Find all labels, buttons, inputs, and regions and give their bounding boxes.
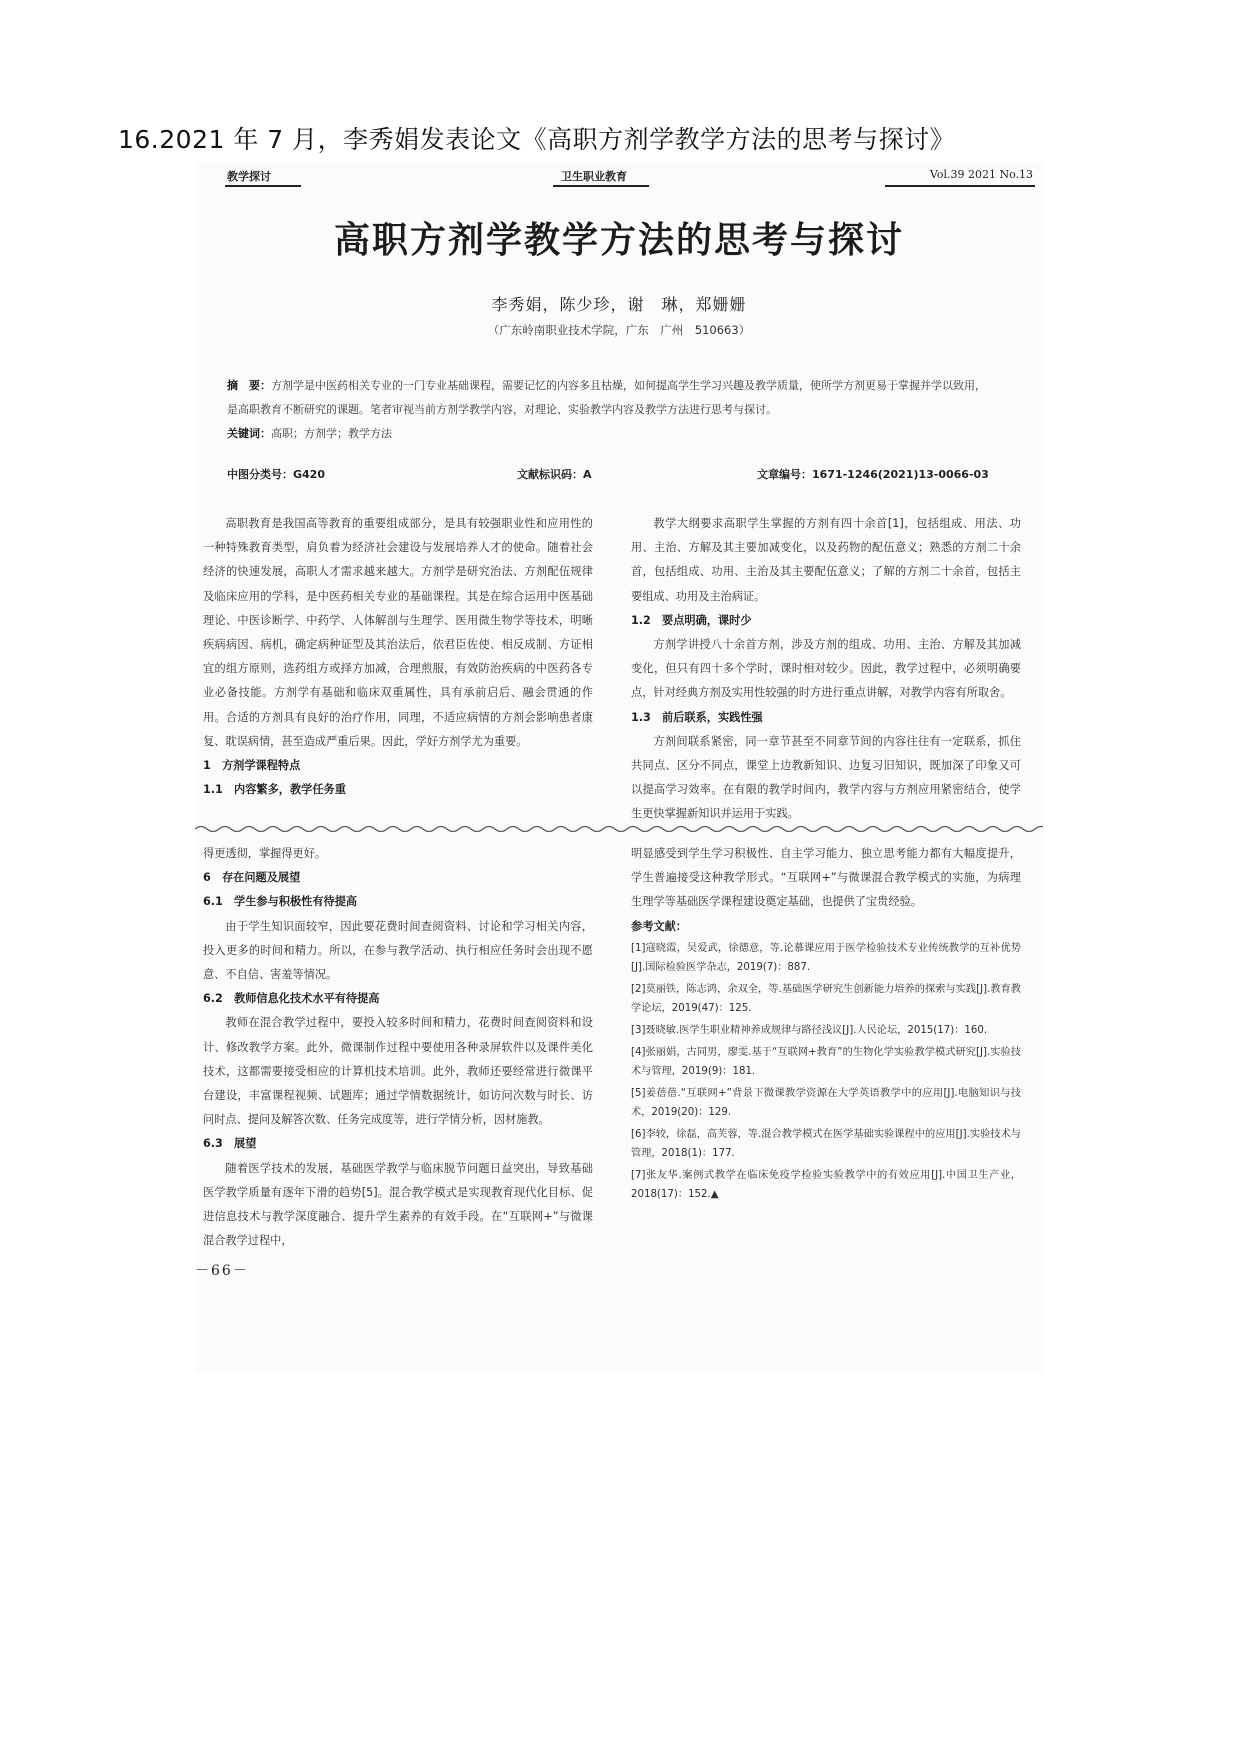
reference-item: [3]聂晓敏.医学生职业精神养成规律与路径浅议[J].人民论坛，2015(17)：160. [631, 1024, 988, 1036]
reference-item: [7]张友华.案例式教学在临床免疫学检验实验教学中的有效应用[J].中国卫生产业，2018(17)：152.▲ [631, 1169, 1021, 1200]
section-heading: 6.2 教师信息化技术水平有待提高 [203, 992, 380, 1006]
column-bottom-left [203, 842, 593, 1253]
section-heading: 1.1 内容繁多，教学任务重 [203, 783, 346, 797]
clc-number: 中图分类号：G420 [227, 468, 325, 481]
body-paragraph: 得更透彻，掌握得更好。 [203, 847, 327, 860]
section-heading: 6.3 展望 [203, 1137, 257, 1151]
column-top-left [203, 512, 593, 802]
section-heading: 6 存在问题及展望 [203, 871, 301, 885]
page-break-wavy-line [195, 824, 1043, 834]
body-paragraph: 教师在混合教学过程中，要投入较多时间和精力，花费时间查阅资料和设计、修改教学方案。此外，微课制作过程中要使用各种录屏软件以及课件美化技术，这都需要接受相应的计算机技术培训。此外，教师还要经常进行微课平台建设，丰富课程视频、试题库；通过学情数据统计，如访问次数与时长、访问时点、提问及解答次数、任务完成度等，进行学情分析，因材施教。 [203, 1016, 593, 1127]
journal-volume: Vol.39 2021 No.13 [929, 168, 1033, 181]
reference-item: [2]莫丽铁，陈志鸿，余双全，等.基础医学研究生创新能力培养的探索与实践[J].教育教学论坛，2019(47)：125. [631, 983, 1021, 1014]
header-rule-center [553, 185, 649, 187]
page-caption: 16.2021 年 7 月，李秀娟发表论文《高职方剂学教学方法的思考与探讨》 [118, 125, 956, 154]
article-title: 高职方剂学教学方法的思考与探讨 [333, 219, 904, 261]
body-paragraph: 高职教育是我国高等教育的重要组成部分，是具有较强职业性和应用性的一种特殊教育类型，肩负着为经济社会建设与发展培养人才的使命。随着社会经济的快速发展，高职人才需求越来越大。方剂学是研究治法、方剂配伍规律及临床应用的学科，是中医药相关专业的基础课程。其是在综合运用中医基础理论、中医诊断学、中药学、人体解剖与生理学、医用微生物学等技术，明晰疾病病因、病机，确定病种证型及其治法后，依君臣佐使、相反成制、方证相宜的组方原则，选药组方或择方加减，合理煎服，有效防治疾病的中医药各专业必备技能。方剂学有基础和临床双重属性，具有承前启后、融会贯通的作用。合适的方剂具有良好的治疗作用，同理，不适应病情的方剂会影响患者康复、耽误病情，甚至造成严重后果。因此，学好方剂学尤为重要。 [203, 517, 593, 748]
body-paragraph: 教学大纲要求高职学生掌握的方剂有四十余首[1]，包括组成、用法、功用、主治、方解及其主要加减变化，以及药物的配伍意义；熟悉的方剂二十余首，包括组成、功用、主治及其主要配伍意义；了解的方剂二十余首，包括主要组成、功用及主治病证。 [631, 517, 1021, 603]
scanned-journal-page [195, 162, 1043, 1372]
journal-section-label: 教学探讨 [227, 170, 271, 183]
body-paragraph: 方剂学讲授八十余首方剂，涉及方剂的组成、功用、主治、方解及其加减变化，但只有四十多个学时，课时相对较少。因此，教学过程中，必须明确要点，针对经典方剂及实用性较强的时方进行重点讲解，对教学内容有所取舍。 [631, 638, 1021, 700]
body-paragraph: 由于学生知识面较窄，因此要花费时间查阅资料、讨论和学习相关内容，投入更多的时间和精力。所以，在参与教学活动、执行相应任务时会出现不愿意、不自信、害羞等情况。 [203, 919, 593, 982]
document-code: 文献标识码：A [517, 468, 592, 481]
classification-line [227, 466, 1007, 486]
reference-item: [6]李较，徐磊，高芙蓉，等.混合教学模式在医学基础实验课程中的应用[J].实验技术与管理，2018(1)：177. [631, 1128, 1021, 1159]
section-heading: 1.3 前后联系，实践性强 [631, 710, 763, 724]
page-number: －66－ [195, 1263, 249, 1279]
abstract-label: 摘 要： [227, 379, 271, 392]
section-heading: 6.1 学生参与积极性有待提高 [203, 895, 358, 909]
section-heading: 1 方剂学课程特点 [203, 759, 301, 773]
journal-name: 卫生职业教育 [561, 170, 627, 183]
keywords-label: 关键词： [227, 427, 271, 440]
abstract-block [227, 374, 987, 446]
keywords-text: 高职；方剂学；教学方法 [271, 427, 392, 440]
header-rule-right [885, 185, 1035, 187]
column-top-right [631, 512, 1021, 827]
reference-item: [5]姜蓓蓓.“互联网+”背景下微课教学资源在大学英语教学中的应用[J].电脑知识与技术，2019(20)：129. [631, 1087, 1021, 1118]
reference-item: [1]寇晓霞，吴爱武，徐德意，等.论慕课应用于医学检验技术专业传统教学的互补优势[J].国际检验医学杂志，2019(7)：887. [631, 942, 1021, 973]
column-bottom-right [631, 842, 1021, 1207]
article-number: 文章编号：1671-1246(2021)13-0066-03 [757, 468, 989, 481]
abstract-text: 方剂学是中医药相关专业的一门专业基础课程，需要记忆的内容多且枯燥，如何提高学生学习兴趣及教学质量，使所学方剂更易于掌握并学以致用，是高职教育不断研究的课题。笔者审视当前方剂学教学内容，对理论、实验教学内容及教学方法进行思考与探讨。 [227, 379, 986, 416]
reference-item: [4]张丽娟，古同男，廖雯.基于“互联网+教育”的生物化学实验教学模式研究[J].实验技术与管理，2019(9)：181. [631, 1046, 1021, 1077]
section-heading: 参考文献： [631, 919, 687, 933]
body-paragraph: 明显感受到学生学习积极性、自主学习能力、独立思考能力都有大幅度提升，学生普遍接受这种教学形式。“互联网+”与微课混合教学模式的实施，为病理生理学等基础医学课程建设奠定基础，也提供了宝贵经验。 [631, 847, 1021, 909]
header-rule-left [225, 185, 301, 187]
author-affiliation: （广东岭南职业技术学院，广东 广州 510663） [487, 323, 751, 337]
body-paragraph: 方剂间联系紧密，同一章节甚至不同章节间的内容往往有一定联系，抓住共同点、区分不同点，课堂上边教新知识、边复习旧知识，既加深了印象又可以提高学习效率。在有限的教学时间内，教学内容与方剂应用紧密结合，使学生更快掌握新知识并运用于实践。 [631, 734, 1021, 821]
body-paragraph: 随着医学技术的发展，基础医学教学与临床脱节问题日益突出，导致基础医学教学质量有逐年下滑的趋势[5]。混合教学模式是实现教育现代化目标、促进信息技术与教学深度融合、提升学生素养的有效手段。在“互联网+”与微课混合教学过程中， [203, 1161, 593, 1248]
section-heading: 1.2 要点明确，课时少 [631, 613, 752, 627]
article-authors: 李秀娟，陈少珍，谢 琳，郑姗姗 [491, 295, 747, 314]
